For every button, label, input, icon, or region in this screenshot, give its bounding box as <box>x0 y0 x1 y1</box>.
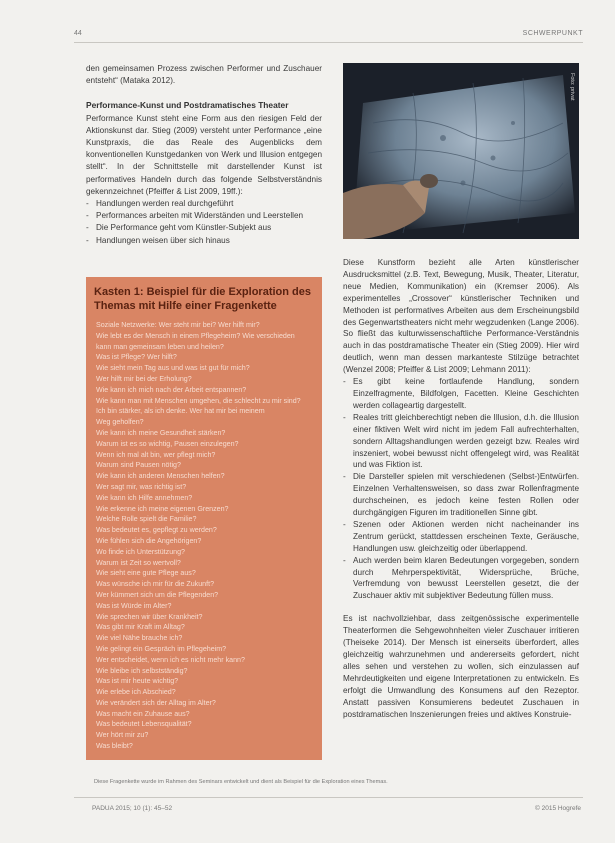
question-item: Welche Rolle spielt die Familie? <box>96 515 197 524</box>
question-item: Wie kann man mit Menschen umgehen, die schlecht zu mir sind? <box>96 396 301 405</box>
footer-citation: PADUA 2015; 10 (1): 45–52 <box>92 805 173 812</box>
list-item: - Die Performance geht vom Künstler-Subjekt aus <box>86 222 322 234</box>
question-item: Wer hört mir zu? <box>96 731 149 740</box>
question-item: Wie lebt es der Mensch in einem Pflegeheim? Wie verschieden <box>96 331 295 340</box>
question-item: Was bedeutet es, gepflegt zu werden? <box>96 526 217 535</box>
list-item: - Szenen oder Aktionen werden nicht nacheinander ins Zentrum gerückt, stattdessen erscheinen Texte, Geräusche, Handlungen usw. gleichzeitig oder überlappend. <box>343 519 579 555</box>
question-item: Weg geholfen? <box>96 418 144 427</box>
question-item: Wo finde ich Unterstützung? <box>96 547 185 556</box>
question-item: Soziale Netzwerke: Wer steht mir bei? Wer hilft mir? <box>96 321 260 329</box>
question-item: Wie fühlen sich die Angehörigen? <box>96 536 202 545</box>
body-paragraph: Diese Kunstform bezieht alle Arten künstlerischer Ausdrucksmittel (z.B. Text, Bewegung, Musik, Theater, Literatur, neue Medien, Kommunikation) ein (Kremser 2006). Als experimentelles „Crossover“ künstlerischer Techniken und Methoden ist performatives Arbeiten aus dem Erscheinungsbild des Gegenwartstheaters nicht mehr wegzudenken (Lange 2006). So fließt das kulturwissenschaftliche Performance-Verständnis auch in das postdramatische Theater ein (Stieg 2009). Hier wird deutlich, wenn man dessen markanteste Stilzüge betrachtet (Wenzel 2008; Pfeiffer & List 2009; Lehmann 2011): <box>343 258 579 375</box>
info-box-title: Kasten 1: Beispiel für die Exploration des Themas mit Hilfe einer Fragenkette <box>94 286 311 312</box>
body-paragraph: Performance Kunst steht eine Form aus den riesigen Feld der Aktionskunst dar. Stieg (2009) versteht unter Performance „eine Kunstpraxis, die das Reale des Augenblicks dem konventionellen Kunstgedanken von Werk und Illusion entgegen stellt“. In der Schnittstelle mit darstellender Kunst ist performatives Handeln durch das folgende Selbstverständnis gekennzeichnet (Pfeiffer & List 2009, 19ff.): <box>86 113 322 196</box>
question-item: Was ist mir heute wichtig? <box>96 677 179 686</box>
question-item: Warum ist es so wichtig, Pausen einzulegen? <box>96 439 239 448</box>
header-rule <box>74 42 583 43</box>
section-heading: Performance-Kunst und Postdramatisches Theater <box>86 100 289 111</box>
question-item: Wie viel Nähe brauche ich? <box>96 634 183 643</box>
question-item: Wie sieht eine gute Pflege aus? <box>96 569 196 578</box>
page-number: 44 <box>74 30 82 37</box>
question-item: Warum ist Zeit so wertvoll? <box>96 558 181 567</box>
question-item: Was bleibt? <box>96 742 133 751</box>
info-box <box>86 277 322 760</box>
intro-paragraph: den gemeinsamen Prozess zwischen Performer und Zuschauer entsteht“ (Mataka 2012). <box>86 64 322 86</box>
question-item: Wie kann ich mich nach der Arbeit entspannen? <box>96 385 247 394</box>
list-item: - Die Darsteller spielen mit verschiedenen (Selbst-)Entwürfen. Einzelnen Verhaltensweisen, so dass zwar Rollenfragmente durchscheinen, es jedoch keine festen Rollen oder durchgängigen Figuren im traditionellen Sinne gibt. <box>343 471 579 519</box>
question-item: Wer entscheidet, wenn ich es nicht mehr kann? <box>96 655 245 664</box>
feature-list <box>86 198 322 247</box>
question-item: kann man gemeinsam leben und heilen? <box>96 342 224 351</box>
question-item: Was bedeutet Lebensqualität? <box>96 720 192 729</box>
question-item: Wie erlebe ich Abschied? <box>96 688 176 697</box>
question-item: Wie kann ich Hilfe annehmen? <box>96 493 193 502</box>
question-item: Was ist Würde im Alter? <box>96 601 172 610</box>
question-list <box>96 320 316 752</box>
question-item: Wer sagt mir, was richtig ist? <box>96 482 187 491</box>
left-column <box>86 63 322 247</box>
question-item: Warum sind Pausen nötig? <box>96 461 181 470</box>
list-item: - Es gibt keine fortlaufende Handlung, sondern Einzelfragmente, Bildfolgen, Facetten. Kleine Geschichten werden collageartig dargestellt. <box>343 376 579 412</box>
list-item: - Performances arbeiten mit Widerständen und Leerstellen <box>86 210 322 222</box>
right-column <box>343 257 579 720</box>
question-item: Wer hilft mir bei der Erholung? <box>96 374 192 383</box>
map-photo <box>343 63 579 239</box>
question-item: Wie verändert sich der Alltag im Alter? <box>96 698 216 707</box>
question-item: Wie kann ich meine Gesundheit stärken? <box>96 428 226 437</box>
list-item: - Auch werden beim klaren Bedeutungen vorgegeben, sondern durch Mehrperspektivität, Widersprüche, Brüche, Verfremdung von bewusst Leerstellen gesetzt, die der Zuschauer aktiv mit subjektiver Bedeutung füllen muss. <box>343 555 579 603</box>
feature-list <box>343 376 579 602</box>
section-label: SCHWERPUNKT <box>522 30 583 37</box>
question-item: Wie sieht mein Tag aus und was ist gut für mich? <box>96 364 250 373</box>
body-paragraph: Es ist nachvollziehbar, dass zeitgenössische experimentelle Theaterformen die Sehgewohnheiten vieler Zuschauer irritieren (Theiseke 2014). Der Mensch ist einerseits überfordert, alles gleichzeitig wahrzunehmen und andererseits gefordert, nicht alles sehen und verstehen zu wollen, sich einzulassen auf Mehrdeutigkeiten und eigene Interpretationen zu entwickeln. Es erfolgt die Umwandlung des Konsumens auf den Rezeptor. Anstatt passiven Konsumierens bedeutet Zuschauen in postdramatischen Inszenierungen freies und aktives Konstruie- <box>343 614 579 719</box>
map-hand-image <box>343 63 579 239</box>
footer-rule <box>74 797 583 798</box>
question-item: Wenn ich mal alt bin, wer pflegt mich? <box>96 450 216 459</box>
list-item: - Reales tritt gleichberechtigt neben die Illusion, d.h. die Illusion einer fiktiven Welt wird nicht im jedem Fall aufrechterhalten, sondern Alltagshandlungen werden gezeigt bzw. Reales wird inszeniert, wobei bewusst nicht offengelegt wird, was Realität und was Fiktion ist. <box>343 412 579 472</box>
question-item: Wer kümmert sich um die Pflegenden? <box>96 590 219 599</box>
list-item: - Handlungen werden real durchgeführt <box>86 198 322 210</box>
question-item: Was gibt mir Kraft im Alltag? <box>96 623 185 632</box>
question-item: Was ist Pflege? Wer hilft? <box>96 353 177 362</box>
question-item: Was macht ein Zuhause aus? <box>96 709 190 718</box>
footnote: Diese Fragenkette wurde im Rahmen des Seminars entwickelt und dient als Beispiel für die Exploration eines Themas. <box>94 779 388 785</box>
question-item: Wie erkenne ich meine eigenen Grenzen? <box>96 504 229 513</box>
question-item: Was wünsche ich mir für die Zukunft? <box>96 580 215 589</box>
photo-credit: Foto: privat <box>569 73 575 101</box>
question-item: Wie sprechen wir über Krankheit? <box>96 612 203 621</box>
question-item: Wie bleibe ich selbstständig? <box>96 666 188 675</box>
question-item: Ich bin stärker, als ich denke. Wer hat mir bei meinem <box>96 407 265 416</box>
footer-publisher: © 2015 Hogrefe <box>535 805 581 812</box>
list-item: - Handlungen weisen über sich hinaus <box>86 235 322 247</box>
question-item: Wie gelingt ein Gespräch im Pflegeheim? <box>96 644 227 653</box>
question-item: Wie kann ich anderen Menschen helfen? <box>96 472 225 481</box>
